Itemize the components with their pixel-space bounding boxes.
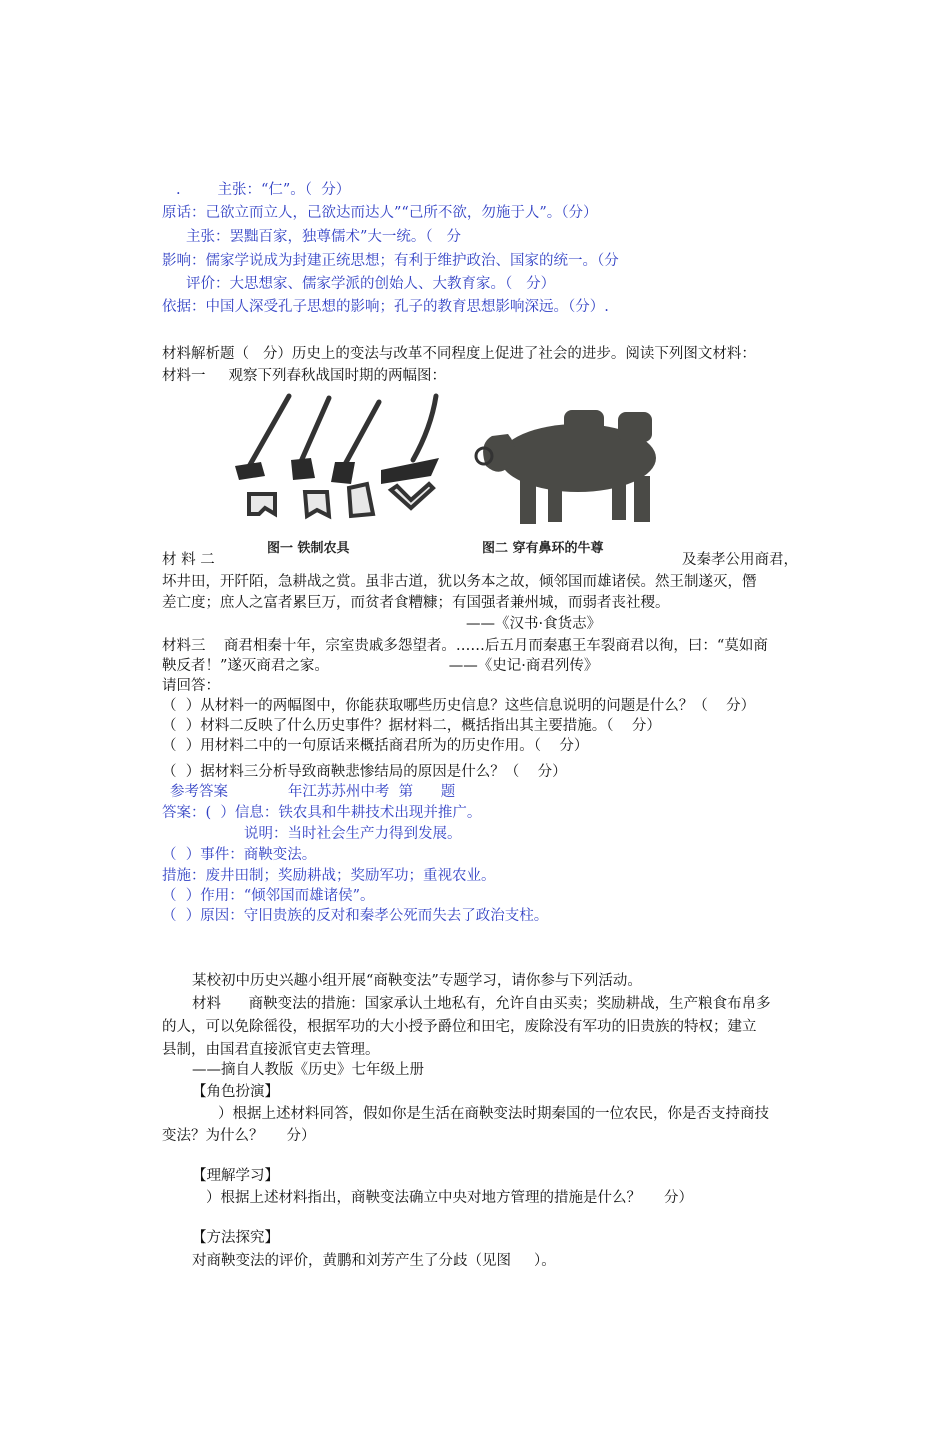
- answer-line-4: 影响：儒家学说成为封建正统思想；有利于维护政治、国家的统一。（分: [162, 253, 619, 269]
- understand-title: 【理解学习】: [192, 1168, 279, 1184]
- method-question: 对商鞅变法的评价，黄鹏和刘芳产生了分歧（见图 ）。: [192, 1253, 556, 1269]
- question-1: （ ）从材料一的两幅图中，你能获取哪些历史信息？这些信息说明的问题是什么？（ 分）: [162, 698, 756, 714]
- ox-zun-illustration: [468, 388, 678, 563]
- answer-4: （ ）原因：守旧贵族的反对和秦孝公死而失去了政治支柱。: [162, 908, 549, 924]
- role-play-question-2: 变法？为什么？ 分）: [162, 1128, 316, 1144]
- material-3-line-1: 材料三 商君相秦十年，宗室贵戚多怨望者。……后五月而秦惠王车裂商君以徇，曰：“莫如商: [162, 638, 768, 654]
- ask-label: 请回答：: [162, 678, 220, 694]
- answer-2: （ ）事件：商鞅变法。: [162, 847, 317, 863]
- material-1-label: 材料一 观察下列春秋战国时期的两幅图：: [162, 368, 447, 384]
- activity-source: ——摘自人教版《历史》七年级上册: [192, 1062, 424, 1078]
- answer-line-2: 原话：己欲立而立人，己欲达而达人”“己所不欲，勿施于人”。（分）: [162, 205, 598, 221]
- role-play-question-1: ）根据上述材料同答，假如你是生活在商鞅变法时期秦国的一位农民，你是否支持商技: [218, 1106, 769, 1122]
- material-2-line-3: 差亡度；庶人之富者累巨万，而贫者食糟糠；有国强者兼州城，而弱者丧社稷。: [162, 595, 670, 611]
- activity-material-3: 县制，由国君直接派官吏去管理。: [162, 1042, 380, 1058]
- answer-line-5: 评价：大思想家、儒家学派的创始人、大教育家。（ 分）: [186, 276, 556, 292]
- answer-line-3: 主张：罢黜百家，独尊儒术”大一统。（ 分: [186, 229, 461, 245]
- question-3: （ ）用材料二中的一句原话来概括商君所为的历史作用。（ 分）: [162, 738, 589, 754]
- fig2-caption: 图二 穿有鼻环的牛尊: [482, 541, 604, 556]
- activity-material-1: 材料 商鞅变法的措施：国家承认土地私有，允许自由买卖；奖励耕战，生产粮食布帛多: [192, 996, 771, 1012]
- material-2-tail: 及秦孝公用商君，: [682, 552, 798, 568]
- fig1-caption: 图一 铁制农具: [267, 541, 350, 556]
- answer-1b: 说明：当时社会生产力得到发展。: [244, 826, 462, 842]
- question-2: （ ）材料二反映了什么历史事件？据材料二，概括指出其主要措施。（ 分）: [162, 718, 661, 734]
- material-2-source: ——《汉书·食货志》: [466, 616, 602, 632]
- figure-iron-tools: [231, 388, 457, 563]
- question-intro: 材料解析题（ 分）历史上的变法与改革不同程度上促进了社会的进步。阅读下列图文材料：: [162, 346, 756, 362]
- answer-line-6: 依据：中国人深受孔子思想的影响；孔子的教育思想影响深远。（分）.: [162, 299, 609, 315]
- material-2-line-2: 坏井田，开阡陌，急耕战之赏。虽非古道，犹以务本之故，倾邻国而雄诸侯。然王制遂灭，僭: [162, 574, 757, 590]
- activity-material-2: 的人，可以免除徭役，根据军功的大小授予爵位和田宅，废除没有军功的旧贵族的特权；建立: [162, 1019, 757, 1035]
- answer-line-1: . 主张：“仁”。（ 分）: [176, 182, 351, 198]
- activity-intro: 某校初中历史兴趣小组开展“商鞅变法”专题学习，请你参与下列活动。: [192, 973, 642, 989]
- material-3-line-2: 鞅反者！”遂灭商君之家。 ——《史记·商君列传》: [162, 658, 599, 674]
- method-title: 【方法探究】: [192, 1230, 279, 1246]
- iron-tools-illustration: [231, 388, 457, 563]
- question-4: （ ）据材料三分析导致商鞅悲惨结局的原因是什么？（ 分）: [162, 764, 567, 780]
- figure-ox-zun: [468, 388, 678, 563]
- understand-question: ）根据上述材料指出，商鞅变法确立中央对地方管理的措施是什么？ 分）: [206, 1190, 694, 1206]
- answer-3: （ ）作用：“倾邻国而雄诸侯”。: [162, 888, 375, 904]
- answer-2b: 措施：废井田制；奖励耕战；奖励军功；重视农业。: [162, 868, 496, 884]
- material-2-label: 材 料 二: [162, 552, 215, 568]
- role-play-title: 【角色扮演】: [192, 1084, 279, 1100]
- answer-1: 答案：( ）信息：铁农具和牛耕技术出现并推广。: [162, 805, 482, 821]
- answer-header: 参考答案 年江苏苏州中考 第 题: [170, 784, 456, 800]
